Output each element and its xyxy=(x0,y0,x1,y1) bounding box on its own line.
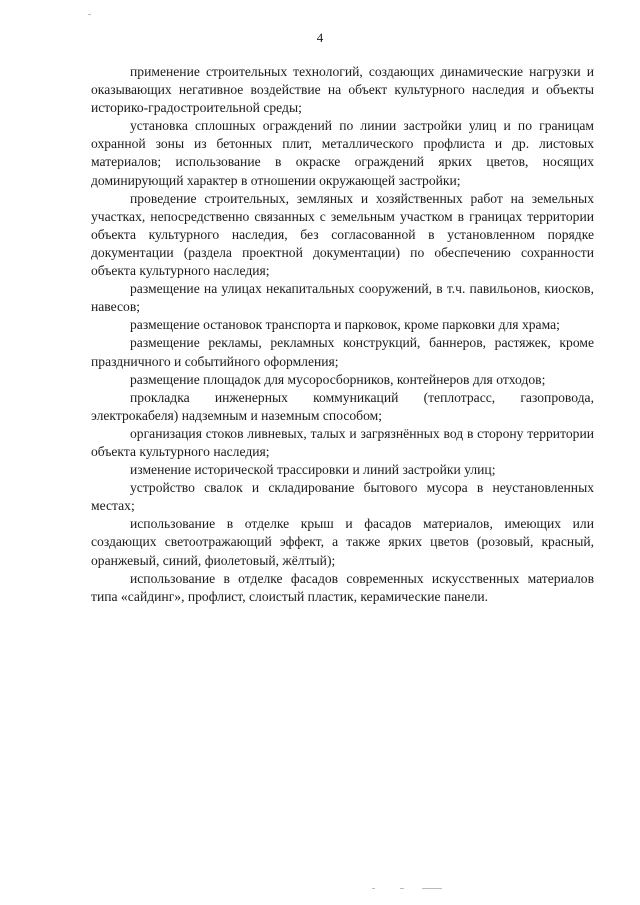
paragraph-reflective-materials: использование в отделке крыш и фасадов материалов, имеющих или создающих светоотражающий эффект, а также ярких цветов (розовый, красный, оранжевый, синий, фиолетовый, жёлтый); xyxy=(91,516,594,568)
document-body xyxy=(91,63,594,606)
paragraph-artificial-materials: использование в отделке фасадов современных искусственных материалов типа «сайдинг», профлист, слоистый пластик, керамические панели. xyxy=(91,570,594,604)
paragraph-waste-sites: размещение площадок для мусоросборников, контейнеров для отходов; xyxy=(130,371,546,387)
paragraph-dumps: устройство свалок и складирование бытового мусора в неустановленных местах; xyxy=(91,480,594,514)
paragraph-drainage: организация стоков ливневых, талых и загрязнённых вод в сторону территории объекта культурного наследия; xyxy=(91,425,594,459)
paragraph-street-lines: изменение исторической трассировки и линий застройки улиц; xyxy=(130,462,496,478)
scan-speck xyxy=(400,888,404,889)
scan-speck xyxy=(88,14,91,15)
scan-speck xyxy=(372,888,375,889)
paragraph-construction-works: проведение строительных, земляных и хозяйственных работ на земельных участках, непосредственно связанных с земельным участком в границах территории объекта культурного наследия, без согласованной в установленном порядке документации (раздела проектной документации) по обеспечению сохранности объекта культурного наследия; xyxy=(91,190,594,279)
paragraph-transport-stops: размещение остановок транспорта и парковок, кроме парковки для храма; xyxy=(130,317,560,333)
paragraph-solid-fences: установка сплошных ограждений по линии застройки улиц и по границам охранной зоны из бетонных плит, металлического профлиста и др. листовых материалов; использование в окраске ограждений ярких цветов, носящих доминирующий характер в отношении окружающей застройки; xyxy=(91,118,594,188)
scan-speck xyxy=(422,888,442,889)
paragraph-advertising: размещение рекламы, рекламных конструкций, баннеров, растяжек, кроме праздничного и событийного оформления; xyxy=(91,335,594,369)
paragraph-utilities: прокладка инженерных коммуникаций (теплотрасс, газопровода, электрокабеля) надземным и наземным способом; xyxy=(91,389,594,423)
paragraph-temporary-structures: размещение на улицах некапитальных сооружений, в т.ч. павильонов, киосков, навесов; xyxy=(91,281,594,315)
page-number: 4 xyxy=(316,30,324,45)
paragraph-dynamic-loads: применение строительных технологий, создающих динамические нагрузки и оказывающих негативное воздействие на объект культурного наследия и объекты историко-градостроительной среды; xyxy=(91,64,594,116)
